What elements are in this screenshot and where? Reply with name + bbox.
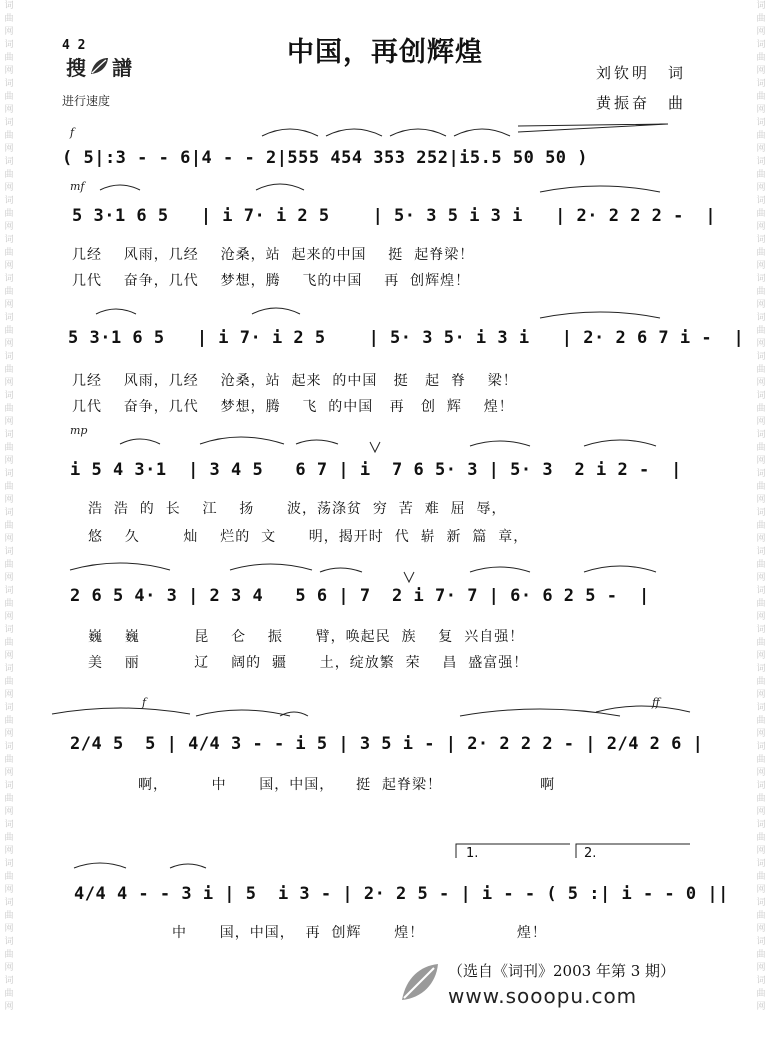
watermark-glyph: 词 — [756, 664, 766, 674]
watermark-glyph: 网 — [4, 417, 14, 427]
watermark-glyph: 词 — [756, 625, 766, 635]
composer-credit: 黄振奋 曲 — [596, 94, 687, 112]
watermark-glyph: 词 — [756, 820, 766, 830]
watermark-glyph: 词 — [756, 703, 766, 713]
watermark-glyph: 词 — [4, 781, 14, 791]
watermark-glyph: 词 — [4, 859, 14, 869]
watermark-glyph: 网 — [756, 378, 766, 388]
watermark-glyph: 网 — [756, 690, 766, 700]
watermark-glyph: 词 — [756, 274, 766, 284]
watermark-glyph: 曲 — [756, 794, 766, 804]
watermark-glyph: 词 — [756, 742, 766, 752]
watermark-glyph: 网 — [4, 534, 14, 544]
watermark-glyph: 网 — [756, 573, 766, 583]
watermark-glyph: 网 — [4, 729, 14, 739]
watermark-glyph: 曲 — [4, 911, 14, 921]
watermark-glyph: 词 — [756, 157, 766, 167]
watermark-glyph: 网 — [4, 183, 14, 193]
watermark-glyph: 曲 — [4, 404, 14, 414]
watermark-glyph: 词 — [756, 1, 766, 11]
volta-2-label: 2. — [584, 846, 597, 861]
watermark-glyph: 网 — [756, 27, 766, 37]
dynamic-mp: mp — [70, 424, 88, 437]
watermark-glyph: 网 — [756, 729, 766, 739]
watermark-glyph: 词 — [4, 391, 14, 401]
watermark-glyph: 网 — [4, 222, 14, 232]
watermark-glyph: 曲 — [756, 716, 766, 726]
watermark-glyph: 网 — [4, 66, 14, 76]
watermark-glyph: 曲 — [4, 209, 14, 219]
line1-lyrics-verse2: 几代 奋争，几代 梦想，腾 飞的中国 再 创辉煌！ — [72, 273, 471, 289]
watermark-glyph: 曲 — [4, 248, 14, 258]
watermark-glyph: 网 — [4, 846, 14, 856]
watermark-glyph: 网 — [756, 1002, 766, 1012]
watermark-glyph: 曲 — [4, 638, 14, 648]
watermark-glyph: 网 — [4, 690, 14, 700]
watermark-glyph: 曲 — [4, 989, 14, 999]
watermark-glyph: 网 — [4, 612, 14, 622]
watermark-glyph: 网 — [756, 534, 766, 544]
watermark-glyph: 曲 — [756, 248, 766, 258]
watermark-glyph: 网 — [4, 378, 14, 388]
watermark-glyph: 词 — [4, 196, 14, 206]
watermark-glyph: 曲 — [756, 365, 766, 375]
watermark-glyph: 曲 — [756, 482, 766, 492]
watermark-glyph: 曲 — [756, 404, 766, 414]
watermark-glyph: 曲 — [756, 677, 766, 687]
watermark-glyph: 曲 — [756, 599, 766, 609]
watermark-glyph: 曲 — [4, 131, 14, 141]
watermark-glyph: 曲 — [756, 872, 766, 882]
line2-lyrics-verse2: 几代 奋争，几代 梦想，腾 飞 的中国 再 创 辉 煌！ — [72, 399, 514, 415]
watermark-glyph: 曲 — [4, 560, 14, 570]
watermark-glyph: 网 — [756, 963, 766, 973]
watermark-glyph: 曲 — [756, 287, 766, 297]
watermark-glyph: 网 — [756, 300, 766, 310]
watermark-glyph: 网 — [4, 261, 14, 271]
watermark-glyph: 网 — [4, 105, 14, 115]
watermark-glyph: 网 — [4, 924, 14, 934]
tempo-label: 进行速度 — [62, 94, 111, 108]
line3-lyrics-verse1: 浩 浩 的 长 江 扬 波，荡涤贫 穷 苦 难 屈 辱， — [88, 501, 507, 517]
watermark-glyph: 网 — [756, 612, 766, 622]
watermark-glyph: 词 — [4, 586, 14, 596]
watermark-glyph: 曲 — [756, 989, 766, 999]
logo-char-1: 搜 — [66, 55, 86, 80]
watermark-glyph: 词 — [4, 430, 14, 440]
watermark-glyph: 词 — [4, 1, 14, 11]
watermark-glyph: 词 — [756, 898, 766, 908]
watermark-glyph: 词 — [4, 625, 14, 635]
line1-lyrics-verse1: 几经 风雨，几经 沧桑，站 起来的中国 挺 起脊梁！ — [72, 247, 475, 263]
watermark-glyph: 词 — [4, 157, 14, 167]
watermark-glyph: 词 — [756, 547, 766, 557]
watermark-glyph: 曲 — [4, 287, 14, 297]
watermark-glyph: 网 — [756, 144, 766, 154]
watermark-glyph: 曲 — [756, 326, 766, 336]
watermark-glyph: 词 — [4, 898, 14, 908]
lyricist-credit: 刘钦明 词 — [596, 64, 687, 82]
watermark-glyph: 词 — [756, 430, 766, 440]
watermark-glyph: 词 — [4, 469, 14, 479]
watermark-glyph: 曲 — [4, 326, 14, 336]
watermark-glyph: 网 — [4, 1002, 14, 1012]
watermark-glyph: 曲 — [756, 638, 766, 648]
watermark-glyph: 网 — [756, 768, 766, 778]
watermark-glyph: 曲 — [4, 170, 14, 180]
watermark-glyph: 网 — [756, 846, 766, 856]
watermark-glyph: 词 — [756, 586, 766, 596]
watermark-glyph: 网 — [756, 339, 766, 349]
volta-1-label: 1. — [466, 846, 479, 861]
watermark-glyph: 网 — [756, 924, 766, 934]
watermark-glyph: 曲 — [756, 911, 766, 921]
watermark-glyph: 曲 — [4, 53, 14, 63]
watermark-glyph: 网 — [756, 456, 766, 466]
watermark-glyph: 网 — [756, 66, 766, 76]
watermark-glyph: 词 — [756, 469, 766, 479]
watermark-glyph: 词 — [756, 937, 766, 947]
watermark-glyph: 曲 — [756, 53, 766, 63]
watermark-glyph: 词 — [4, 547, 14, 557]
watermark-glyph: 曲 — [4, 755, 14, 765]
source-note: （选自《词刊》2003 年第 3 期） — [448, 962, 676, 980]
watermark-glyph: 词 — [4, 703, 14, 713]
watermark-glyph: 词 — [4, 235, 14, 245]
watermark-glyph: 曲 — [4, 521, 14, 531]
watermark-glyph: 曲 — [4, 14, 14, 24]
watermark-glyph: 词 — [756, 859, 766, 869]
time-signature-top: 4 2 — [62, 38, 86, 53]
watermark-glyph: 曲 — [756, 443, 766, 453]
line4-lyrics-verse2: 美 丽 辽 阔的 疆 土，绽放繁 荣 昌 盛富强！ — [88, 655, 529, 671]
dynamic-ff: ff — [652, 696, 660, 709]
watermark-glyph: 词 — [4, 976, 14, 986]
watermark-glyph: 曲 — [756, 170, 766, 180]
watermark-glyph: 词 — [4, 820, 14, 830]
watermark-glyph: 曲 — [756, 131, 766, 141]
line6-lyrics: 中 国，中国， 再 创辉 煌！ 煌！ — [172, 925, 547, 941]
watermark-glyph: 网 — [756, 105, 766, 115]
watermark-glyph: 网 — [4, 456, 14, 466]
watermark-glyph: 曲 — [756, 560, 766, 570]
watermark-glyph: 词 — [4, 508, 14, 518]
watermark-glyph: 网 — [756, 222, 766, 232]
watermark-glyph: 词 — [756, 976, 766, 986]
watermark-glyph: 曲 — [4, 794, 14, 804]
watermark-glyph: 词 — [4, 352, 14, 362]
watermark-glyph: 网 — [756, 417, 766, 427]
line3-lyrics-verse2: 悠 久 灿 烂的 文 明，揭开时 代 崭 新 篇 章， — [88, 529, 529, 545]
watermark-glyph: 曲 — [756, 14, 766, 24]
watermark-glyph: 曲 — [756, 833, 766, 843]
watermark-glyph: 曲 — [756, 755, 766, 765]
watermark-glyph: 词 — [4, 742, 14, 752]
dynamic-f: f — [142, 696, 147, 709]
line5-notes: 2/4 5 5 | 4/4 3 - - i 5 | 3 5 i - | 2· 2 2 2 - | 2/4 2 6 | — [70, 734, 704, 754]
watermark-glyph: 网 — [756, 807, 766, 817]
watermark-glyph: 词 — [756, 391, 766, 401]
watermark-glyph: 词 — [4, 79, 14, 89]
watermark-glyph: 曲 — [4, 950, 14, 960]
watermark-glyph: 曲 — [756, 92, 766, 102]
watermark-glyph: 词 — [756, 352, 766, 362]
watermark-glyph: 网 — [4, 651, 14, 661]
watermark-glyph: 曲 — [756, 209, 766, 219]
line6-notes: 4/4 4 - - 3 i | 5 i 3 - | 2· 2 5 - | i - - ( 5 :| i - - 0 || — [74, 884, 729, 904]
watermark-glyph: 词 — [4, 937, 14, 947]
song-title: 中国，再创辉煌 — [287, 37, 483, 68]
line3-notes: i 5 4 3·1 | 3 4 5 6 7 | i 7 6 5· 3 | 5· 3 2 i 2 - | — [70, 460, 682, 480]
watermark-glyph: 曲 — [756, 521, 766, 531]
watermark-glyph: 曲 — [4, 677, 14, 687]
site-url-link[interactable]: www.sooopu.com — [448, 984, 638, 1008]
watermark-glyph: 网 — [4, 963, 14, 973]
watermark-glyph: 网 — [756, 261, 766, 271]
watermark-glyph: 网 — [4, 27, 14, 37]
watermark-glyph: 词 — [4, 118, 14, 128]
watermark-glyph: 网 — [756, 183, 766, 193]
site-leaf-icon — [398, 960, 442, 1004]
watermark-glyph: 曲 — [4, 92, 14, 102]
watermark-glyph: 曲 — [4, 716, 14, 726]
watermark-glyph: 网 — [4, 885, 14, 895]
line2-lyrics-verse1: 几经 风雨，几经 沧桑，站 起来 的中国 挺 起 脊 梁！ — [72, 373, 518, 389]
watermark-glyph: 曲 — [4, 599, 14, 609]
watermark-glyph: 网 — [4, 495, 14, 505]
watermark-glyph: 曲 — [4, 872, 14, 882]
watermark-glyph: 词 — [756, 40, 766, 50]
logo-char-2: 譜 — [112, 55, 132, 80]
watermark-glyph: 词 — [756, 313, 766, 323]
watermark-glyph: 词 — [756, 79, 766, 89]
watermark-glyph: 词 — [756, 781, 766, 791]
watermark-glyph: 网 — [4, 573, 14, 583]
line2-notes: 5 3·1 6 5 | i 7· i 2 5 | 5· 3 5· i 3 i | 2· 2 6 7 i - | — [68, 328, 745, 348]
watermark-glyph: 词 — [756, 118, 766, 128]
line4-notes: 2 6 5 4· 3 | 2 3 4 5 6 | 7 2 i 7· 7 | 6· 6 2 5 - | — [70, 586, 650, 606]
watermark-glyph: 网 — [4, 339, 14, 349]
watermark-glyph: 网 — [756, 495, 766, 505]
watermark-glyph: 曲 — [756, 950, 766, 960]
watermark-glyph: 词 — [4, 40, 14, 50]
dynamic-f-intro: f — [70, 126, 75, 139]
watermark-glyph: 网 — [756, 885, 766, 895]
watermark-glyph: 网 — [4, 144, 14, 154]
watermark-glyph: 曲 — [4, 833, 14, 843]
watermark-glyph: 词 — [756, 508, 766, 518]
intro-notes: ( 5|:3 - - 6|4 - - 2|555 454 353 252|i5.5 50 50 ) — [62, 148, 589, 168]
watermark-glyph: 曲 — [4, 482, 14, 492]
watermark-glyph: 网 — [4, 807, 14, 817]
line1-notes: 5 3·1 6 5 | i 7· i 2 5 | 5· 3 5 i 3 i | 2· 2 2 2 - | — [72, 206, 717, 226]
line5-lyrics: 啊， 中 国，中国， 挺 起脊梁！ 啊 — [138, 777, 556, 793]
watermark-glyph: 词 — [4, 274, 14, 284]
watermark-glyph: 词 — [4, 313, 14, 323]
watermark-glyph: 曲 — [4, 443, 14, 453]
dynamic-mf: mf — [70, 180, 85, 193]
watermark-glyph: 网 — [4, 300, 14, 310]
watermark-glyph: 词 — [4, 664, 14, 674]
watermark-glyph: 词 — [756, 235, 766, 245]
watermark-glyph: 词 — [756, 196, 766, 206]
watermark-glyph: 网 — [756, 651, 766, 661]
watermark-glyph: 曲 — [4, 365, 14, 375]
watermark-glyph: 网 — [4, 768, 14, 778]
line4-lyrics-verse1: 巍 巍 昆 仑 振 臂，唤起民 族 复 兴自强！ — [88, 629, 525, 645]
